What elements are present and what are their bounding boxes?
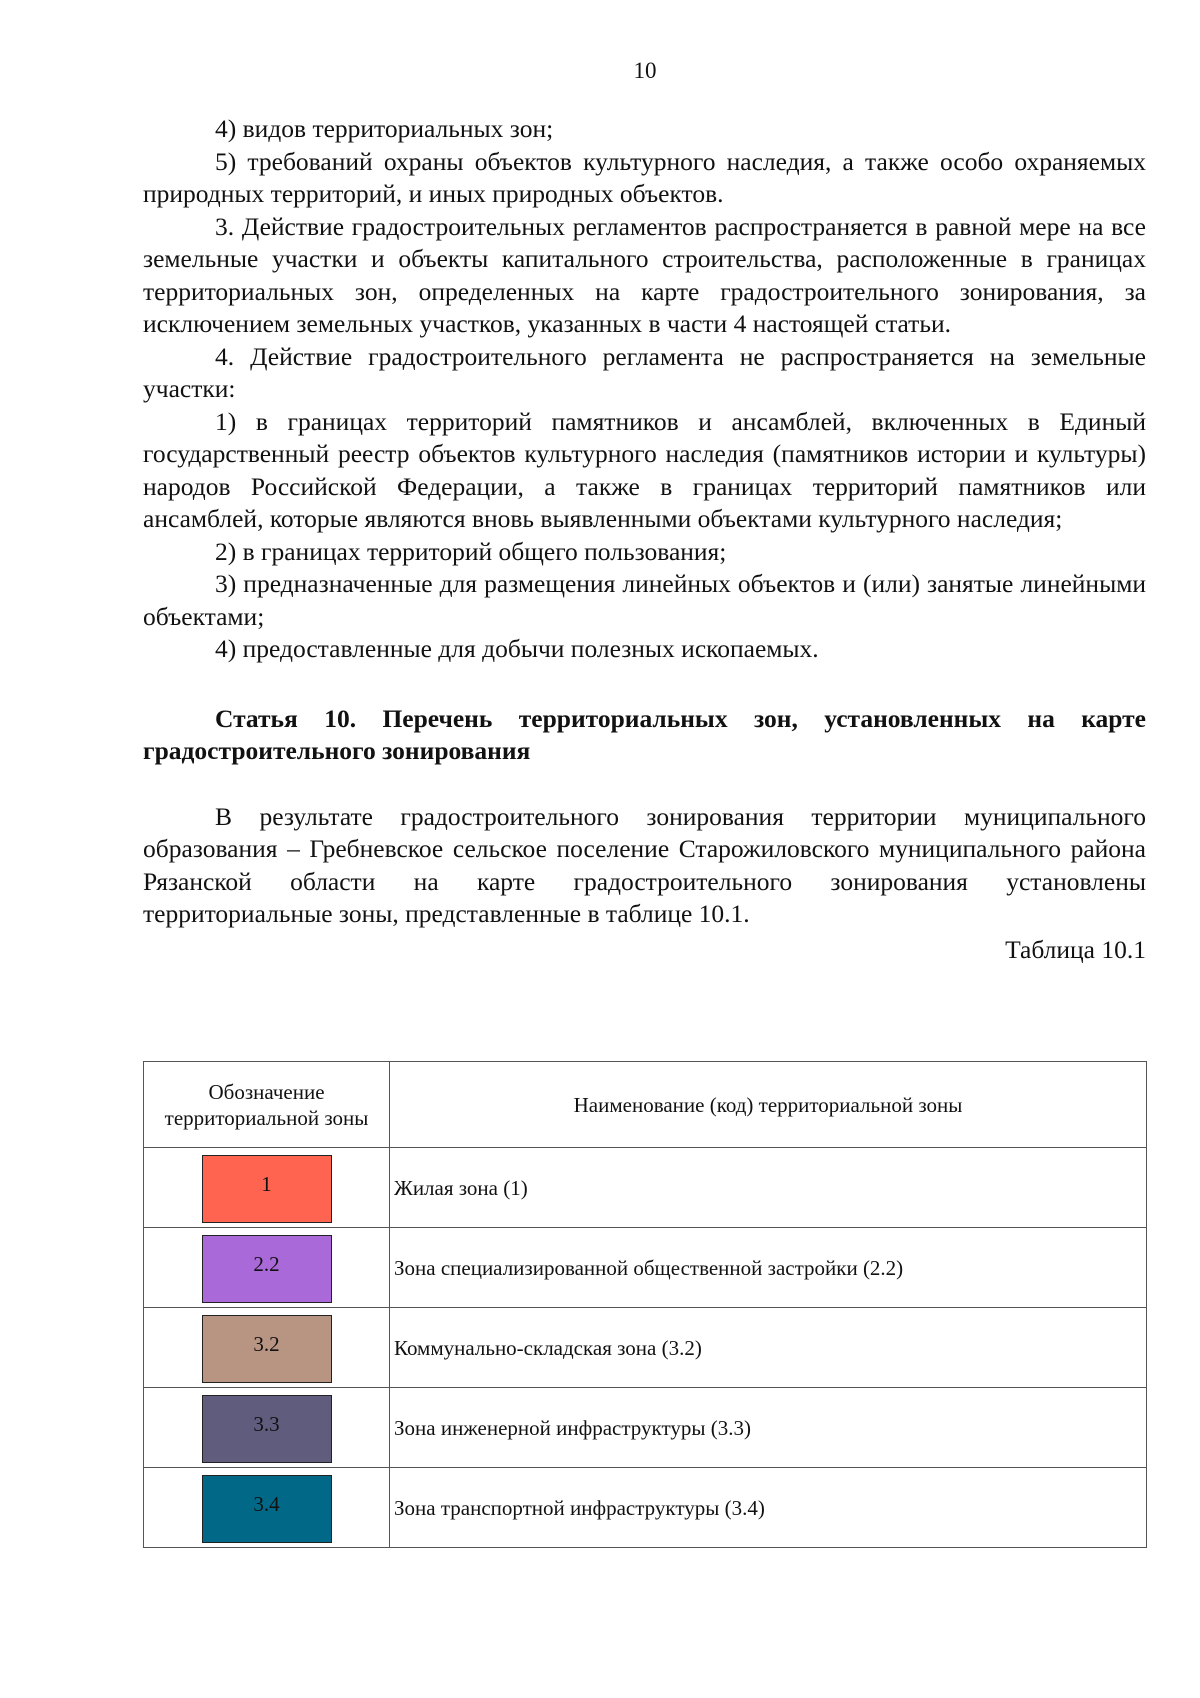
article-heading: Статья 10. Перечень территориальных зон, установленных на карте градостроительного зонирования xyxy=(143,703,1146,765)
table-row xyxy=(144,1308,1147,1388)
page-number: 10 xyxy=(633,58,657,83)
table-row xyxy=(144,1468,1147,1548)
zone-name-cell: Зона транспортной инфраструктуры (3.4) xyxy=(390,1468,1147,1548)
header-name: Наименование (код) территориальной зоны xyxy=(390,1062,1147,1148)
zone-color-swatch: 2.2 xyxy=(202,1235,332,1303)
paragraph: 4) предоставленные для добычи полезных ископаемых. xyxy=(215,634,819,663)
intro-paragraph: В результате градостроительного зонирования территории муниципального образования – Гребневское сельское поселение Старожиловского муниципального района Рязанской области на карте градостроительного зонирования установлены территориальные зоны, представленные в таблице 10.1. xyxy=(143,801,1146,928)
zone-code-cell xyxy=(144,1148,390,1228)
zone-name-cell: Коммунально-складская зона (3.2) xyxy=(390,1308,1147,1388)
header-code: Обозначение территориальной зоны xyxy=(144,1062,390,1148)
zone-color-swatch: 1 xyxy=(202,1155,332,1223)
paragraph: 3) предназначенные для размещения линейных объектов и (или) занятые линейными объектами; xyxy=(143,569,1146,631)
table-row xyxy=(144,1388,1147,1468)
zone-name-cell: Зона инженерной инфраструктуры (3.3) xyxy=(390,1388,1147,1468)
zone-code-cell xyxy=(144,1388,390,1468)
paragraph: 5) требований охраны объектов культурного наследия, а также особо охраняемых природных территорий, и иных природных объектов. xyxy=(143,146,1146,208)
zone-color-swatch: 3.3 xyxy=(202,1395,332,1463)
zone-code-cell xyxy=(144,1308,390,1388)
document-body xyxy=(143,113,1146,966)
table-header-row xyxy=(144,1062,1147,1148)
paragraph: 4) видов территориальных зон; xyxy=(215,114,554,143)
zone-code-cell xyxy=(144,1468,390,1548)
table-row xyxy=(144,1148,1147,1228)
paragraph: 2) в границах территорий общего пользования; xyxy=(215,536,727,566)
paragraph: 1) в границах территорий памятников и ансамблей, включенных в Единый государственный реестр объектов культурного наследия (памятников истории и культуры) народов Российской Федерации, а также в границах территорий памятников или ансамблей, которые являются вновь выявленными объектами культурного наследия; xyxy=(143,406,1146,533)
zone-name-cell: Зона специализированной общественной застройки (2.2) xyxy=(390,1228,1147,1308)
table-caption: Таблица 10.1 xyxy=(1005,934,1146,964)
paragraph: 4. Действие градостроительного регламента не распространяется на земельные участки: xyxy=(143,341,1146,403)
paragraph: 3. Действие градостроительных регламентов распространяется в равной мере на все земельные участки и объекты капитального строительства, расположенные в границах территориальных зон, определенных на карте градостроительного зонирования, за исключением земельных участков, указанных в части 4 настоящей статьи. xyxy=(143,211,1146,338)
zone-color-swatch: 3.4 xyxy=(202,1475,332,1543)
zone-color-swatch: 3.2 xyxy=(202,1315,332,1383)
table-row xyxy=(144,1228,1147,1308)
zone-name-cell: Жилая зона (1) xyxy=(390,1148,1147,1228)
zones-table xyxy=(143,1061,1147,1548)
zone-code-cell xyxy=(144,1228,390,1308)
